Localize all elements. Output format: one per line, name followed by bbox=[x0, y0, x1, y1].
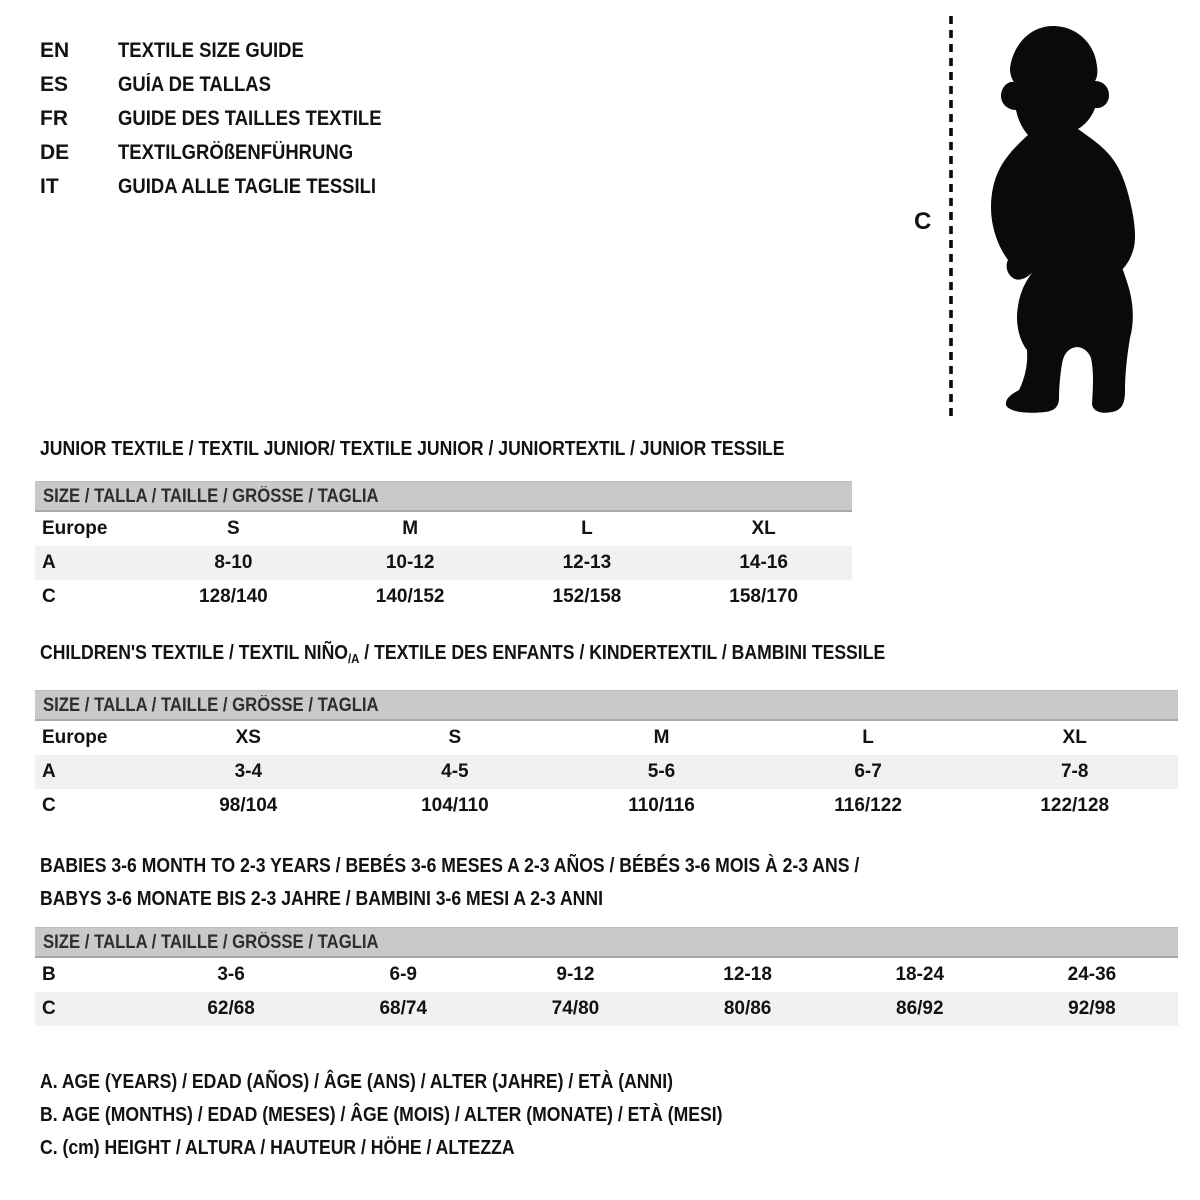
section-title-babies: BABIES 3-6 MONTH TO 2-3 YEARS / BEBÉS 3-6 MESES A 2-3 AÑOS / BÉBÉS 3-6 MOIS À 2-3 ANS / BABYS 3-6 MONATE BIS 2-3 JAHRE / BAMBINI 3-6 MESI A 2-3 ANNI bbox=[40, 855, 860, 910]
size-cell: S bbox=[448, 727, 462, 748]
language-code: ES bbox=[40, 73, 69, 96]
legend-line-b: B. AGE (MONTHS) / EDAD (MESES) / ÂGE (MOIS) / ALTER (MONATE) / ETÀ (MESI) bbox=[40, 1104, 723, 1126]
row-label: C bbox=[42, 795, 56, 816]
legend-block bbox=[40, 1066, 816, 1165]
language-title: GUÍA DE TALLAS bbox=[118, 73, 271, 96]
age-cell: 3-4 bbox=[234, 761, 263, 782]
legend-line-c: C. (cm) HEIGHT / ALTURA / HAUTEUR / HÖHE / ALTEZZA bbox=[40, 1137, 515, 1159]
size-cell: L bbox=[862, 727, 874, 748]
table-row-height bbox=[35, 789, 1178, 823]
size-header-row: SIZE / TALLA / TAILLE / GRÖSSE / TAGLIA bbox=[35, 927, 1178, 958]
height-cell: 68/74 bbox=[379, 998, 428, 1019]
age-cell: 18-24 bbox=[895, 964, 945, 985]
legend-line-a: A. AGE (YEARS) / EDAD (AÑOS) / ÂGE (ANS) / ALTER (JAHRE) / ETÀ (ANNI) bbox=[40, 1071, 673, 1093]
age-cell: 4-5 bbox=[441, 761, 469, 782]
age-cell: 6-9 bbox=[389, 964, 417, 985]
height-cell: 110/116 bbox=[628, 795, 695, 816]
height-cell: 92/98 bbox=[1068, 998, 1116, 1019]
language-code: FR bbox=[40, 107, 68, 130]
height-cell: 74/80 bbox=[551, 998, 600, 1019]
height-cell: 104/110 bbox=[421, 795, 489, 816]
size-cell: XL bbox=[751, 518, 776, 539]
size-cell: L bbox=[581, 518, 593, 539]
age-cell: 14-16 bbox=[739, 552, 788, 573]
height-cell: 128/140 bbox=[199, 586, 268, 607]
row-label: Europe bbox=[42, 518, 108, 539]
age-cell: 5-6 bbox=[647, 761, 676, 782]
language-title-block bbox=[40, 34, 417, 204]
height-cell: 140/152 bbox=[375, 586, 445, 607]
size-cell: XS bbox=[235, 727, 261, 748]
junior-size-table bbox=[35, 481, 852, 614]
height-cell: 158/170 bbox=[729, 586, 798, 607]
babies-size-table bbox=[35, 927, 1178, 1026]
language-row-es bbox=[40, 68, 417, 102]
title-subscript: /A bbox=[347, 651, 360, 666]
table-row-europe bbox=[35, 721, 1178, 755]
height-cell: 62/68 bbox=[207, 998, 255, 1019]
table-row-height bbox=[35, 992, 1178, 1026]
size-header-row: SIZE / TALLA / TAILLE / GRÖSSE / TAGLIA bbox=[35, 481, 852, 512]
size-cell: M bbox=[653, 727, 670, 748]
size-header-row: SIZE / TALLA / TAILLE / GRÖSSE / TAGLIA bbox=[35, 690, 1178, 721]
size-cell: M bbox=[402, 518, 419, 539]
age-cell: 12-13 bbox=[562, 552, 612, 573]
language-row-de bbox=[40, 136, 417, 170]
language-title: TEXTILGRÖßENFÜHRUNG bbox=[118, 141, 354, 164]
height-cell: 86/92 bbox=[896, 998, 944, 1019]
row-label: C bbox=[42, 586, 56, 607]
age-cell: 6-7 bbox=[854, 761, 882, 782]
language-title: GUIDE DES TAILLES TEXTILE bbox=[118, 107, 382, 130]
row-label: A bbox=[42, 761, 56, 782]
age-cell: 8-10 bbox=[214, 552, 253, 573]
toddler-silhouette bbox=[991, 26, 1135, 413]
table-row-age bbox=[35, 755, 1178, 789]
language-title: TEXTILE SIZE GUIDE bbox=[118, 39, 304, 62]
language-row-en bbox=[40, 34, 417, 68]
toddler-silhouette-svg bbox=[900, 6, 1190, 430]
age-cell: 24-36 bbox=[1067, 964, 1117, 985]
language-row-fr bbox=[40, 102, 417, 136]
age-cell: 12-18 bbox=[723, 964, 772, 985]
size-cell: XL bbox=[1062, 727, 1087, 748]
height-cell: 116/122 bbox=[834, 795, 902, 816]
size-cell: S bbox=[227, 518, 240, 539]
height-label-c: C bbox=[914, 208, 932, 235]
language-code: DE bbox=[40, 141, 70, 164]
language-code: EN bbox=[40, 39, 70, 62]
children-size-table bbox=[35, 690, 1178, 823]
section-title-children: CHILDREN'S TEXTILE / TEXTIL $NIÑO_{/A}$ / TEXTILE DES ENFANTS / KINDERTEXTIL / BAMBINI TESSILE bbox=[40, 642, 886, 666]
row-label: A bbox=[42, 552, 56, 573]
row-label: C bbox=[42, 998, 56, 1019]
height-figure bbox=[900, 6, 1190, 430]
age-cell: 3-6 bbox=[217, 964, 245, 985]
row-label: Europe bbox=[42, 727, 108, 748]
table-row-age-months bbox=[35, 958, 1178, 992]
table-row-europe bbox=[35, 512, 852, 546]
language-code: IT bbox=[40, 175, 59, 198]
height-cell: 122/128 bbox=[1040, 795, 1110, 816]
height-cell: 152/158 bbox=[552, 586, 622, 607]
age-cell: 9-12 bbox=[556, 964, 595, 985]
table-row-age bbox=[35, 546, 852, 580]
age-cell: 7-8 bbox=[1060, 761, 1089, 782]
height-cell: 98/104 bbox=[219, 795, 278, 816]
section-title-junior: JUNIOR TEXTILE / TEXTIL JUNIOR/ TEXTILE JUNIOR / JUNIORTEXTIL / JUNIOR TESSILE bbox=[40, 438, 785, 460]
row-label: B bbox=[42, 964, 56, 985]
language-title: GUIDA ALLE TAGLIE TESSILI bbox=[118, 175, 377, 198]
table-row-height bbox=[35, 580, 852, 614]
language-row-it bbox=[40, 170, 417, 204]
height-cell: 80/86 bbox=[723, 998, 772, 1019]
age-cell: 10-12 bbox=[385, 552, 435, 573]
